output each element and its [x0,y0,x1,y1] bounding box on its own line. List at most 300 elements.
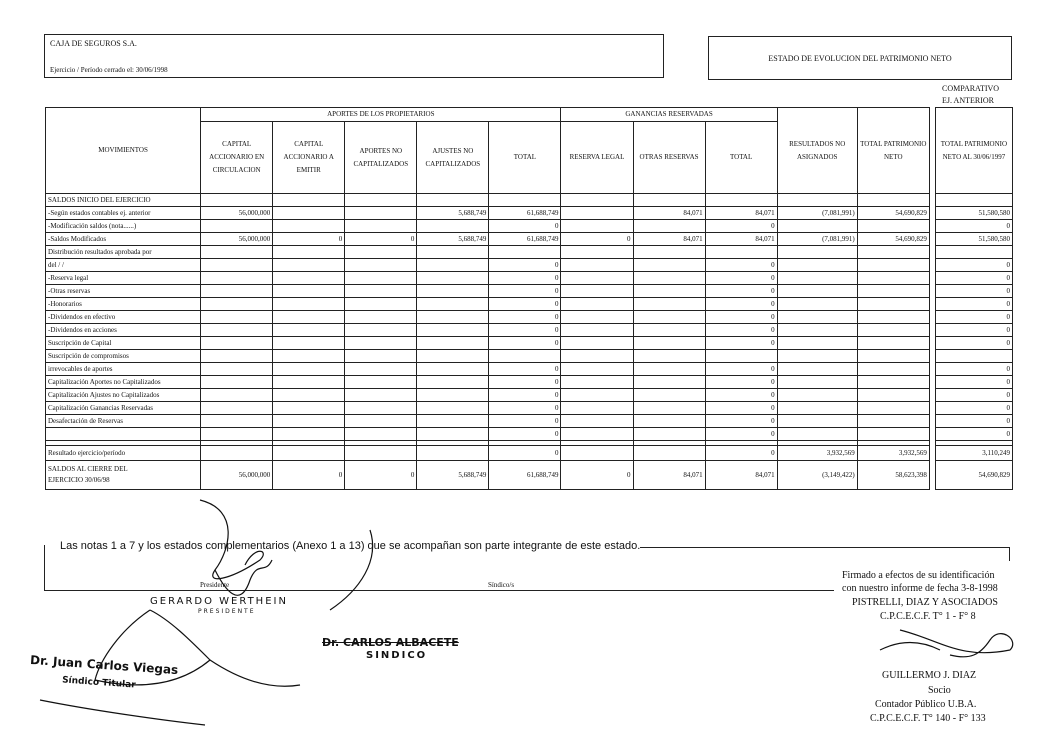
auditor-role: Socio [928,685,951,696]
table-cell [417,350,489,363]
table-cell [201,285,273,298]
header-total-aportes: TOTAL [489,122,561,194]
presidente-label: Presidente [200,581,230,589]
table-cell [857,246,929,259]
table-cell [561,389,633,402]
table-cell [201,350,273,363]
auditor-title: Contador Público U.B.A. [875,699,977,710]
row-label: Capitalización Ganancias Reservadas [46,402,201,415]
table-cell [345,363,417,376]
table-cell: 0 [935,324,1012,337]
table-cell [561,350,633,363]
table-cell: 3,110,249 [935,446,1012,461]
table-cell [417,246,489,259]
header-otras-reservas: OTRAS RESERVAS [633,122,705,194]
table-cell [561,194,633,207]
table-cell [201,363,273,376]
row-label: Distribución resultados aprobada por [46,246,201,259]
table-cell [633,272,705,285]
row-label: -Otras reservas [46,285,201,298]
sindico2-name: Dr. Juan Carlos Viegas [29,652,179,678]
table-row [46,415,1013,428]
table-cell [345,272,417,285]
header-capital-emitir: CAPITAL ACCIONARIO A EMITIR [273,122,345,194]
table-cell [273,446,345,461]
header-total-prev: TOTAL PATRIMONIO NETO AL 30/06/1997 [935,108,1012,194]
table-cell [561,337,633,350]
table-row [46,324,1013,337]
table-row [46,207,1013,220]
table-cell [417,220,489,233]
row-label: Suscripción de Capital [46,337,201,350]
table-row [46,194,1013,207]
statement-title-box [708,36,1012,80]
table-cell [777,428,857,441]
table-cell [633,389,705,402]
table-cell: 0 [705,446,777,461]
table-cell: 84,071 [705,461,777,490]
table-cell [273,298,345,311]
table-cell [417,376,489,389]
table-cell: 54,690,829 [857,207,929,220]
table-cell: 84,071 [705,207,777,220]
sindico-title: SINDICO [366,650,428,661]
table-cell [201,220,273,233]
table-cell [417,194,489,207]
table-cell: 5,688,749 [417,461,489,490]
table-cell [561,324,633,337]
presidente-name: GERARDO WERTHEIN [150,596,288,607]
table-cell [633,324,705,337]
table-cell [777,324,857,337]
table-cell [633,259,705,272]
table-cell [857,389,929,402]
table-row [46,376,1013,389]
table-cell [561,376,633,389]
table-cell [273,194,345,207]
firm-line1: Firmado a efectos de su identificación [842,570,995,581]
header-ajustes-no-cap: AJUSTES NO CAPITALIZADOS [417,122,489,194]
table-cell: 84,071 [633,207,705,220]
table-cell: 51,580,580 [935,233,1012,246]
table-cell [273,259,345,272]
table-cell [633,350,705,363]
table-cell [345,446,417,461]
table-cell: 0 [489,428,561,441]
table-cell [345,415,417,428]
table-cell [201,446,273,461]
comparative-label: COMPARATIVO [942,84,1000,93]
table-row [46,428,1013,441]
table-cell [201,272,273,285]
table-cell [417,415,489,428]
table-cell [561,207,633,220]
row-label: Capitalización Ajustes no Capitalizados [46,389,201,402]
closing-row [46,461,1013,490]
table-cell: 0 [345,233,417,246]
table-cell: 61,688,749 [489,207,561,220]
table-row [46,272,1013,285]
table-row [46,220,1013,233]
header-aportes-no-cap: APORTES NO CAPITALIZADOS [345,122,417,194]
table-cell [345,194,417,207]
table-cell: 0 [935,402,1012,415]
table-cell: 0 [489,363,561,376]
table-cell [561,298,633,311]
table-cell: 0 [935,298,1012,311]
table-cell [633,311,705,324]
table-cell [705,194,777,207]
table-cell [633,246,705,259]
table-cell [273,415,345,428]
table-cell: 0 [935,272,1012,285]
table-row [46,337,1013,350]
table-cell: 0 [489,324,561,337]
header-group-ganancias: GANANCIAS RESERVADAS [561,108,777,122]
table-cell [857,272,929,285]
table-cell [345,428,417,441]
row-label: -Según estados contables ej. anterior [46,207,201,220]
table-cell [935,194,1012,207]
table-cell: 54,690,829 [857,233,929,246]
table-cell [345,220,417,233]
table-cell [417,428,489,441]
table-cell [561,272,633,285]
table-cell [777,402,857,415]
table-cell [201,311,273,324]
table-cell: 0 [273,461,345,490]
table-cell: 0 [345,461,417,490]
table-cell: 0 [489,311,561,324]
table-cell: 0 [489,337,561,350]
table-cell [345,285,417,298]
table-cell [345,207,417,220]
table-cell [857,259,929,272]
closing-label-line1: SALDOS AL CIERRE DEL [48,465,128,473]
table-cell [417,272,489,285]
table-cell: 0 [561,461,633,490]
table-cell: 61,688,749 [489,461,561,490]
header-total-ganancias: TOTAL [705,122,777,194]
table-cell: 56,000,000 [201,207,273,220]
table-cell [201,415,273,428]
table-cell: 0 [935,428,1012,441]
table-cell: 56,000,000 [201,233,273,246]
table-cell [273,389,345,402]
table-cell: 0 [935,376,1012,389]
table-cell [345,376,417,389]
table-cell [561,285,633,298]
table-cell [201,324,273,337]
table-cell: 0 [489,446,561,461]
table-cell [857,311,929,324]
table-cell [561,363,633,376]
table-cell: 0 [935,415,1012,428]
table-cell [561,220,633,233]
table-cell [777,311,857,324]
table-cell: (7,081,991) [777,233,857,246]
table-cell [273,363,345,376]
table-cell [857,428,929,441]
table-cell [489,194,561,207]
table-cell: 0 [705,298,777,311]
table-cell [633,415,705,428]
table-cell [201,389,273,402]
table-cell [345,337,417,350]
closing-row-label [46,461,201,490]
row-label: -Saldos Modificados [46,233,201,246]
row-label: del / / [46,259,201,272]
table-row [46,402,1013,415]
table-row [46,298,1013,311]
header-movimientos: MOVIMIENTOS [46,108,201,194]
table-cell [857,402,929,415]
table-cell: 61,688,749 [489,233,561,246]
table-row [46,363,1013,376]
table-cell [417,311,489,324]
table-cell [345,298,417,311]
table-cell: 0 [561,233,633,246]
table-cell [417,324,489,337]
table-cell [201,194,273,207]
table-row [46,285,1013,298]
table-cell [633,285,705,298]
table-cell: (3,149,422) [777,461,857,490]
table-cell [633,428,705,441]
table-cell: 84,071 [633,461,705,490]
table-cell: 51,580,580 [935,207,1012,220]
table-cell: 0 [705,311,777,324]
table-cell: 0 [489,415,561,428]
table-cell [417,402,489,415]
table-row [46,233,1013,246]
header-capital-circ: CAPITAL ACCIONARIO EN CIRCULACION [201,122,273,194]
table-cell: 0 [705,324,777,337]
table-cell [633,376,705,389]
presidente-title: PRESIDENTE [198,608,256,615]
table-row [46,311,1013,324]
table-cell [273,376,345,389]
table-cell: 3,932,569 [777,446,857,461]
table-row [46,259,1013,272]
table-cell [273,311,345,324]
table-cell: 0 [935,337,1012,350]
table-cell [857,376,929,389]
table-cell [273,402,345,415]
table-cell [777,363,857,376]
table-cell [345,350,417,363]
firm-line2: con nuestro informe de fecha 3-8-1998 [842,583,998,594]
header-group-aportes: APORTES DE LOS PROPIETARIOS [201,108,561,122]
table-cell [561,428,633,441]
table-cell [417,446,489,461]
handwritten-signatures-icon [0,490,1044,750]
table-cell [777,389,857,402]
firm-registration: C.P.C.E.C.F. T° 1 - F° 8 [880,611,976,622]
table-cell [777,246,857,259]
table-cell: 0 [273,233,345,246]
table-cell: 84,071 [705,233,777,246]
table-cell [345,246,417,259]
table-cell [201,337,273,350]
table-cell: 0 [705,259,777,272]
table-cell: 0 [705,272,777,285]
table-cell: 3,932,569 [857,446,929,461]
table-cell [777,415,857,428]
table-cell [777,285,857,298]
sindico-name: Dr. CARLOS ALBACETE [322,636,459,649]
row-label: -Dividendos en acciones [46,324,201,337]
table-cell [777,220,857,233]
table-cell [417,259,489,272]
row-label: -Honorarios [46,298,201,311]
table-cell: 0 [705,402,777,415]
table-cell [705,246,777,259]
table-cell [857,337,929,350]
table-cell [633,446,705,461]
table-cell [777,259,857,272]
table-cell: 56,000,000 [201,461,273,490]
table-cell [345,389,417,402]
table-cell [777,194,857,207]
table-cell [417,363,489,376]
table-cell [201,298,273,311]
company-header-box [44,34,664,78]
table-cell [273,337,345,350]
table-cell: 84,071 [633,233,705,246]
row-label: SALDOS INICIO DEL EJERCICIO [46,194,201,207]
table-cell: 0 [489,285,561,298]
table-cell [633,298,705,311]
table-cell [201,402,273,415]
table-cell: 58,623,398 [857,461,929,490]
table-cell [345,259,417,272]
table-cell: 0 [489,389,561,402]
table-cell [777,376,857,389]
table-cell: 0 [935,220,1012,233]
table-cell: (7,081,991) [777,207,857,220]
equity-evolution-table [45,107,1013,490]
table-row [46,350,1013,363]
table-cell [561,259,633,272]
header-total-patrimonio: TOTAL PATRIMONIO NETO [857,108,929,194]
table-cell [705,350,777,363]
table-cell [633,220,705,233]
table-cell: 0 [705,363,777,376]
table-row [46,246,1013,259]
period-label: Ejercicio / Período cerrado el: 30/06/1998 [50,66,168,74]
table-cell [857,194,929,207]
table-cell [273,428,345,441]
company-name: CAJA DE SEGUROS S.A. [50,39,137,48]
table-cell: 0 [705,337,777,350]
table-cell [273,246,345,259]
table-cell [273,350,345,363]
auditor-registration: C.P.C.E.C.F. T° 140 - F° 133 [870,713,986,724]
closing-label-line2: EJERCICIO 30/06/98 [48,476,110,484]
table-cell [935,246,1012,259]
row-label: irrevocables de aportes [46,363,201,376]
row-label: -Dividendos en efectivo [46,311,201,324]
table-cell [561,402,633,415]
table-row [46,389,1013,402]
table-cell: 0 [705,220,777,233]
table-cell [857,285,929,298]
table-cell [935,350,1012,363]
table-cell [201,259,273,272]
row-label: Desafectación de Reservas [46,415,201,428]
statement-title: ESTADO DE EVOLUCION DEL PATRIMONIO NETO [768,54,952,63]
table-cell [345,311,417,324]
sindico2-title: Síndico Titular [61,675,136,691]
table-cell [489,350,561,363]
table-cell: 0 [705,415,777,428]
table-cell [561,246,633,259]
auditor-name: GUILLERMO J. DIAZ [882,670,977,681]
table-cell: 0 [705,428,777,441]
table-cell: 54,690,829 [935,461,1012,490]
table-cell: 0 [489,272,561,285]
table-cell [273,285,345,298]
table-cell [857,363,929,376]
firm-name: PISTRELLI, DIAZ Y ASOCIADOS [852,597,998,608]
table-cell [273,220,345,233]
table-cell [777,350,857,363]
row-label: -Reserva legal [46,272,201,285]
table-cell: 0 [935,311,1012,324]
table-cell [345,402,417,415]
table-cell: 0 [489,298,561,311]
prev-year-label: EJ. ANTERIOR [942,96,994,105]
table-cell [561,311,633,324]
table-cell: 5,688,749 [417,233,489,246]
table-cell [561,446,633,461]
table-cell [489,246,561,259]
table-cell [273,272,345,285]
table-cell [633,194,705,207]
table-cell: 5,688,749 [417,207,489,220]
header-reserva-legal: RESERVA LEGAL [561,122,633,194]
table-cell [561,415,633,428]
table-cell [857,220,929,233]
table-cell [417,389,489,402]
table-cell [633,402,705,415]
table-cell [417,285,489,298]
header-resultados: RESULTADOS NO ASIGNADOS [777,108,857,194]
notes-text: Las notas 1 a 7 y los estados complementarios (Anexo 1 a 13) que se acompañan son parte integrante de este estado. [60,540,641,552]
table-cell [857,415,929,428]
row-label: -Modificación saldos (nota......) [46,220,201,233]
table-row [46,446,1013,461]
table-cell: 0 [489,376,561,389]
table-cell [857,324,929,337]
table-cell [633,337,705,350]
table-cell [777,298,857,311]
sindicos-label: Síndico/s [488,581,515,589]
table-cell [857,350,929,363]
table-cell [777,272,857,285]
table-cell [201,428,273,441]
table-cell: 0 [705,376,777,389]
table-cell: 0 [489,402,561,415]
table-cell [857,298,929,311]
row-label [46,428,201,441]
table-cell: 0 [935,259,1012,272]
table-cell [417,298,489,311]
row-label: Suscripción de compromisos [46,350,201,363]
row-label: Resultado ejercicio/período [46,446,201,461]
table-cell: 0 [489,259,561,272]
